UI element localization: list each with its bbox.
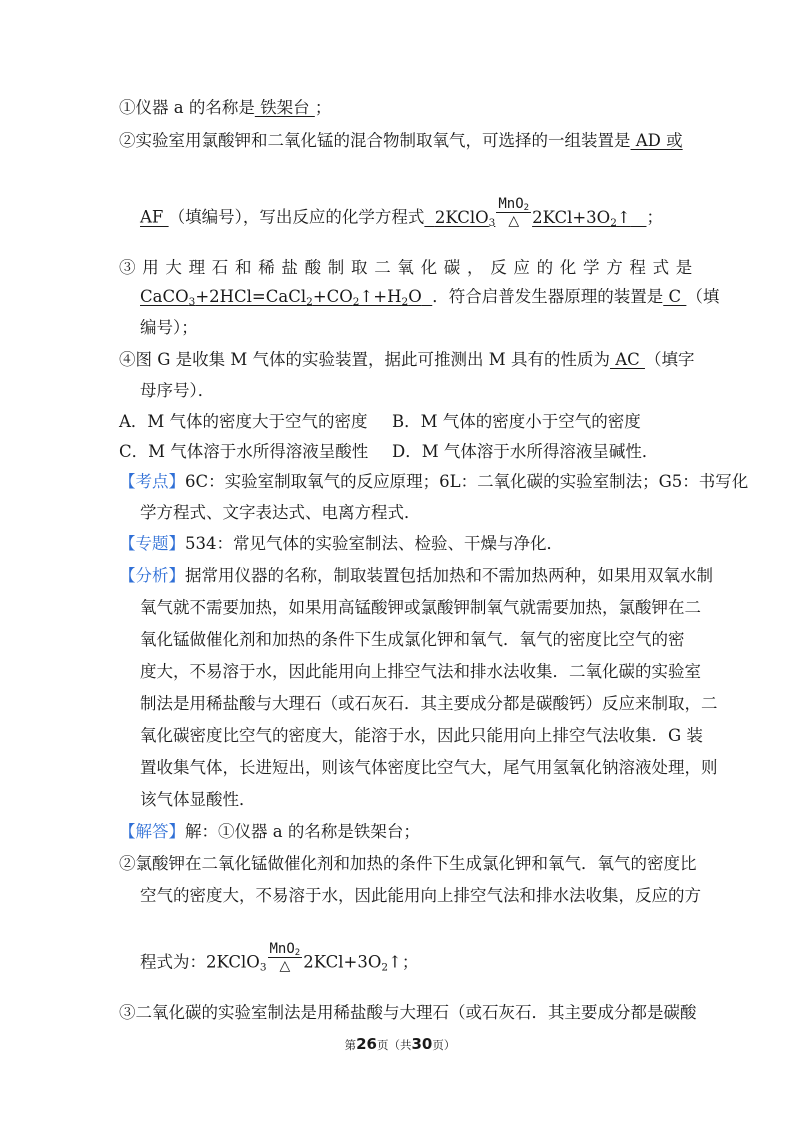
q2-equation: 2KClO$_3$ $\frac{MnO_2}{\triangle}$ $2KCl+3O_2↑$ <box>424 208 646 227</box>
page-number: 26 <box>356 1035 377 1053</box>
q1-line: ①仪器 a 的名称是 铁架台 ； <box>119 98 332 117</box>
q2-answer-part1: AD 或 <box>630 131 683 150</box>
fenxi-line1: 【分析】据常用仪器的名称，制取装置包括加热和不需加热两种，如果用双氧水制 <box>119 566 713 585</box>
reaction-condition: $\frac{MnO_2}{\triangle}$ <box>269 941 301 974</box>
q3-answer: C <box>663 287 687 306</box>
fenxi-tag: 【分析】 <box>119 566 185 585</box>
jieda-tag: 【解答】 <box>119 822 185 841</box>
fenxi-line5: 制法是用稀盐酸与大理石（或石灰石．其主要成分都是碳酸钙）反应来制取，二 <box>140 694 718 713</box>
jieda-p2-line1: ②氯酸钾在二氧化锰做催化剂和加热的条件下生成氯化钾和氧气．氧气的密度比 <box>119 854 697 873</box>
kaodian-tag: 【考点】 <box>119 472 185 491</box>
fenxi-line3: 氧化锰做催化剂和加热的条件下生成氯化钾和氧气．氧气的密度比空气的密 <box>140 630 685 649</box>
q2-answer-part2: AF <box>140 207 169 227</box>
q2-line2: AF （填编号），写出反应的化学方程式 2KClO$_3$ $\frac{MnO_2}{\triangle}$ $2KCl+3O_2↑$ ； <box>140 203 663 233</box>
jieda-p3-line1: ③二氧化碳的实验室制法是用稀盐酸与大理石（或石灰石．其主要成分都是碳酸 <box>119 1003 697 1022</box>
option-c: C．M 气体溶于水所得溶液呈酸性 <box>119 442 369 461</box>
kaodian-line2: 学方程式、文字表达式、电离方程式． <box>140 503 421 522</box>
fenxi-line6: 氧化碳密度比空气的密度大，能溶于水，因此只能用向上排空气法收集．G 装 <box>140 726 703 745</box>
kaodian-line1: 【考点】6C：实验室制取氧气的反应原理；6L：二氧化碳的实验室制法；G5：书写化 <box>119 472 749 491</box>
option-d: D．M 气体溶于水所得溶液呈碱性． <box>392 442 659 461</box>
jieda-p2-line2: 空气的密度大，不易溶于水，因此能用向上排空气法和排水法收集，反应的方 <box>140 886 701 905</box>
zhuanti-line: 【专题】534：常见气体的实验室制法、检验、干燥与净化． <box>119 534 563 553</box>
q2-line1: ②实验室用氯酸钾和二氧化锰的混合物制取氧气，可选择的一组装置是 AD 或 <box>119 131 683 150</box>
fenxi-line7: 置收集气体，长进短出，则该气体密度比空气大，尾气用氢氧化钠溶液处理，则 <box>140 758 718 777</box>
q4-line2: 母序号）． <box>140 381 215 400</box>
q1-answer: 铁架台 <box>254 98 315 117</box>
jieda-equation-line: 程式为：2KClO$_3$ $\frac{MnO_2}{\triangle}$ $2KCl+3O_2↑$； <box>140 948 418 978</box>
page-footer: 第26页（共30页） <box>344 1035 456 1053</box>
q4-line1: ④图 G 是收集 M 气体的实验装置，据此可推测出 M 具有的性质为 AC （填字 <box>119 350 695 369</box>
reaction-condition: $\frac{MnO_2}{\triangle}$ <box>498 196 530 229</box>
q3-line3: 编号）； <box>140 318 198 337</box>
q4-answer: AC <box>609 350 645 369</box>
option-b: B．M 气体的密度小于空气的密度 <box>392 412 641 431</box>
jieda-line1: 【解答】解：①仪器 a 的名称是铁架台； <box>119 822 420 841</box>
option-a: A．M 气体的密度大于空气的密度 <box>119 412 368 431</box>
q3-line2: $CaCO_3+2HCl=CaCl_2+CO_2↑+H_2O$ ．符合启普发生器原理的装置是 C （填 <box>140 287 720 308</box>
fenxi-line2: 氧气就不需要加热，如果用高锰酸钾或氯酸钾制氧气就需要加热，氯酸钾在二 <box>140 598 701 617</box>
fenxi-line8: 该气体显酸性． <box>140 790 256 809</box>
page-total: 30 <box>411 1035 433 1053</box>
fenxi-line4: 度大，不易溶于水，因此能用向上排空气法和排水法收集．二氧化碳的实验室 <box>140 662 701 681</box>
q3-line1: ③用大理石和稀盐酸制取二氧化碳，反应的化学方程式是 <box>119 258 699 277</box>
q3-equation: $CaCO_3+2HCl=CaCl_2+CO_2↑+H_2O$ <box>140 287 422 308</box>
zhuanti-tag: 【专题】 <box>119 534 185 553</box>
